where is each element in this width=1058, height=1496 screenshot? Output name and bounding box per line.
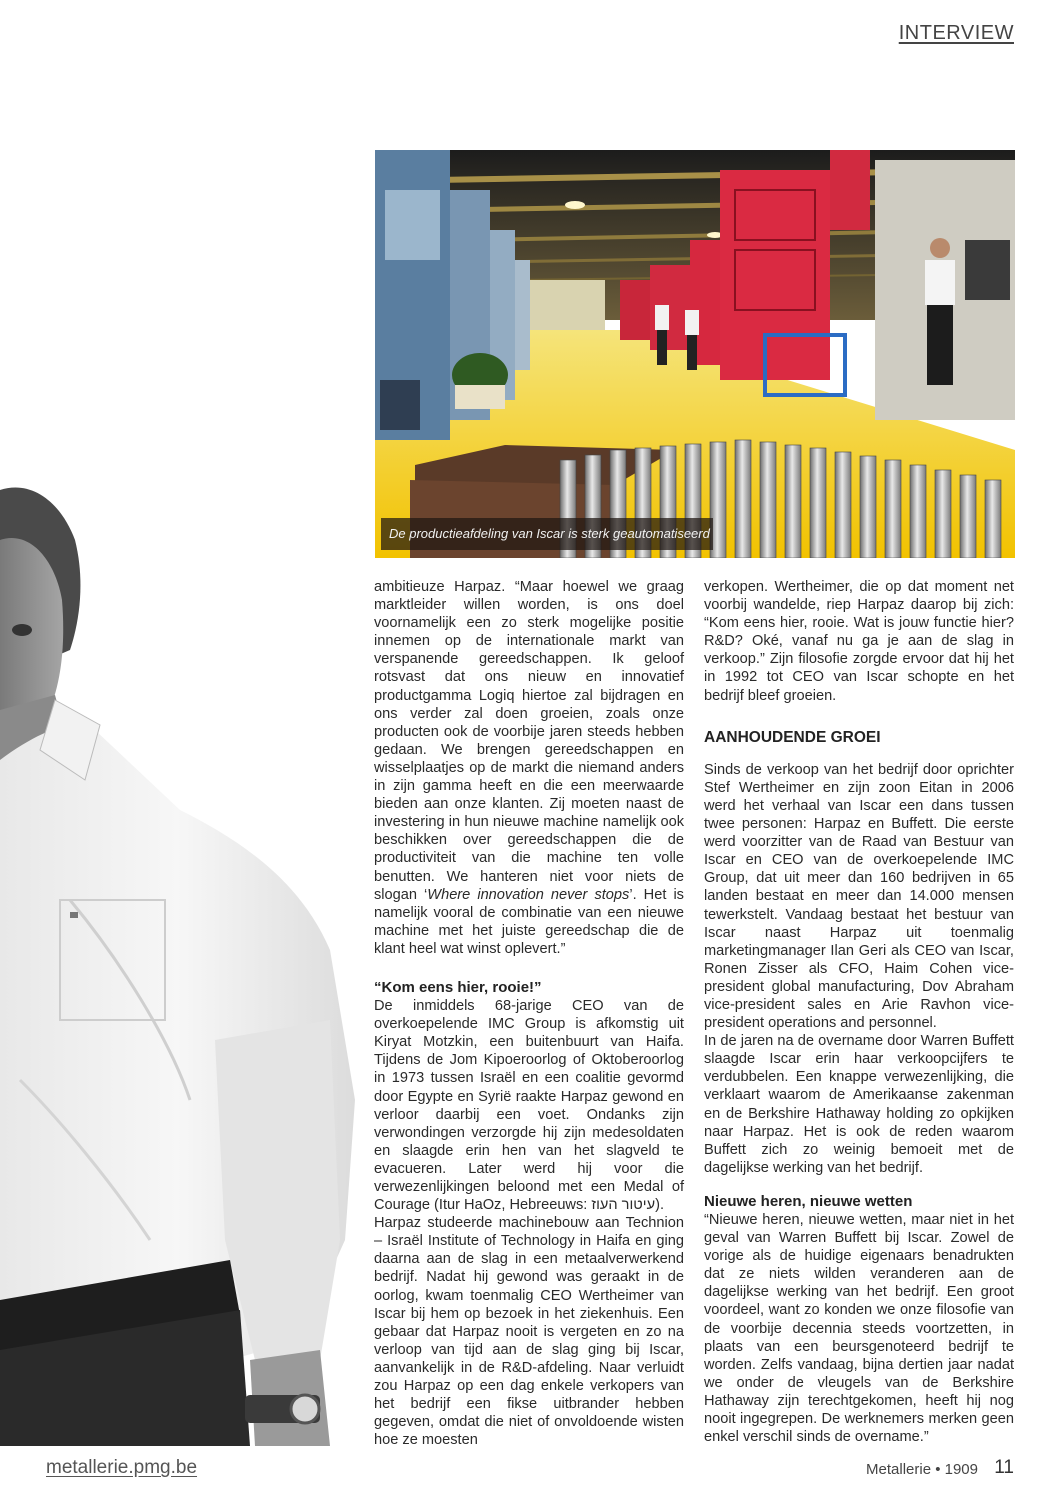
paragraph: De inmiddels 68-jarige CEO van de overkoepelende IMC Group is afkomstig uit Kiryat Motzkin, een buitenbuurt van Haifa. Tijdens de Jom Kipoeroorlog of Oktoberoorlog in 1973 tussen Israël en een coalitie gevormd door Egypte en Syrië raakte Harpaz gewond en verloor daarbij een voet. Ondanks zijn verwondingen verzorgde hij zijn medesoldaten en slaagde erin hen van het slagveld te evacueren. Later werd hij voor die verwezenlijkingen beloond met een Medal of Courage (Itur HaOz, Hebreeuws: עיטור העוז). bbox=[374, 998, 684, 1214]
section-label: INTERVIEW bbox=[898, 22, 1014, 44]
subheading: Nieuwe heren, nieuwe wetten bbox=[704, 1192, 913, 1210]
subheading: “Kom eens hier, rooie!” bbox=[374, 978, 542, 996]
section-heading: AANHOUDENDE GROEI bbox=[704, 728, 881, 746]
article-column-2 bbox=[704, 578, 1014, 1446]
paragraph: “Nieuwe heren, nieuwe wetten, maar niet in het geval van Warren Buffett bij Iscar. Zowel de vorige als de huidige eigenaars benadrukten dat ze niets wilden veranderen aan de dagelijkse werking van het bedrijf. Een groot voordeel, want zo konden we onze filosofie van de voorbije decennia steeds voortzetten, in plaats van een beursgenoteerd bedrijf te worden. Zelfs vandaag, bijna dertien jaar nadat we onder de vleugels van de Berkshire Hathaway zijn terechtgekomen, heeft hij nog nooit ingegrepen. De werknemers merken geen enkel verschil sinds de overname.” bbox=[704, 1212, 1014, 1446]
page-number: 11 bbox=[994, 1457, 1014, 1478]
paragraph: In de jaren na de overname door Warren Buffett slaagde Iscar erin haar verkoopcijfers te verdubbelen. Een knappe verwezenlijking, die verklaart waarom de Amerikaanse zakenman en de Berkshire Hathaway holding zo opkijken naar Harpaz. Het is ook de reden waarom Buffett zich zo weinig bemoeit met de dagelijkse werking van het bedrijf. bbox=[704, 1033, 1014, 1176]
portrait-photo bbox=[0, 480, 360, 1446]
production-floor-photo bbox=[375, 150, 1015, 558]
paragraph: Harpaz studeerde machinebouw aan Technion – Israël Institute of Technology in Haifa en ging daarna aan de slag in een metaalverwerkend bedrijf. Nadat hij gewond was geraakt in de oorlog, kwam toenmalig CEO Wertheimer van Iscar bij hem op bezoek in het ziekenhuis. Een gebaar dat Harpaz nooit is vergeten en zo na verloop van tijd aan de slag ging bij Iscar, aanvankelijk in de R&D-afdeling. Naar verluidt zou Harpaz op een dag enkele verkopers van het bedrijf een fikse uitbrander hebben gegeven, omdat die niet of onvoldoende wisten hoe ze moesten bbox=[374, 1215, 684, 1449]
photo-caption: De productieafdeling van Iscar is sterk geautomatiseerd bbox=[381, 518, 713, 550]
paragraph: verkopen. Wertheimer, die op dat moment net voorbij wandelde, riep Harpaz daarop bij zich: “Kom eens hier, rooie. Wat is jouw functie hier? R&D? Oké, vanaf nu ga je aan de slag in verkoop.” Zijn filosofie zorgde ervoor dat hij het in 1992 tot CEO van Iscar schopte en het bedrijf bleef groeien. bbox=[704, 579, 1014, 704]
factory-illustration bbox=[375, 150, 1015, 558]
slogan: Where innovation never stops bbox=[427, 886, 630, 903]
website-link[interactable]: metallerie.pmg.be bbox=[46, 1457, 198, 1478]
article-column-1 bbox=[374, 578, 684, 1449]
magazine-issue: Metallerie • 1909 bbox=[866, 1461, 978, 1478]
paragraph: Sinds de verkoop van het bedrijf door oprichter Stef Wertheimer en zijn zoon Eitan in 2006 werd het verhaal van Iscar een dans tussen twee personen: Harpaz en Buffett. Die eerste werd voorzitter van de Raad van Bestuur van Iscar en CEO van de overkoepelende IMC Group, dat uit meer dan 160 bedrijven in 65 landen bestaat en meer dan 14.000 mensen tewerkstelt. Vandaag bestaat het bestuur van Iscar naast Harpaz uit toenmalig marketingmanager Ilan Geri als CEO van Iscar, Ronen Zisser als CFO, Haim Cohen vice-president global manufacturing, Dov Abraham vice-president sales en Arie Ravhon vice-president operations and personnel. bbox=[704, 761, 1014, 1032]
paragraph: ambitieuze Harpaz. “Maar hoewel we graag marktleider willen worden, is ons doel voornamelijk een zo sterk mogelijke positie innemen op de internationale markt van verspanende gereedschappen. Ik geloof rotsvast dat ons nieuw en innovatief productgamma Logiq hiertoe zal bijdragen en ons verder zal doen groeien, zoals onze producten ook de voorbije jaren steeds hebben gedaan. We brengen gereedschappen en wisselplaatjes op de markt die niemand anders in zijn gamma heeft en die een meerwaarde bieden aan onze klanten. Zij moeten naast de investering in hun nieuwe machine namelijk ook beschikken over gereedschappen die de productiviteit van die machine ten volle benutten. We hanteren niet voor niets de slogan ‘Where innovation never stops’. Het is namelijk vooral de combinatie van een nieuwe machine met het juiste gereedschap die de klant heel wat winst oplevert.” bbox=[374, 579, 684, 957]
